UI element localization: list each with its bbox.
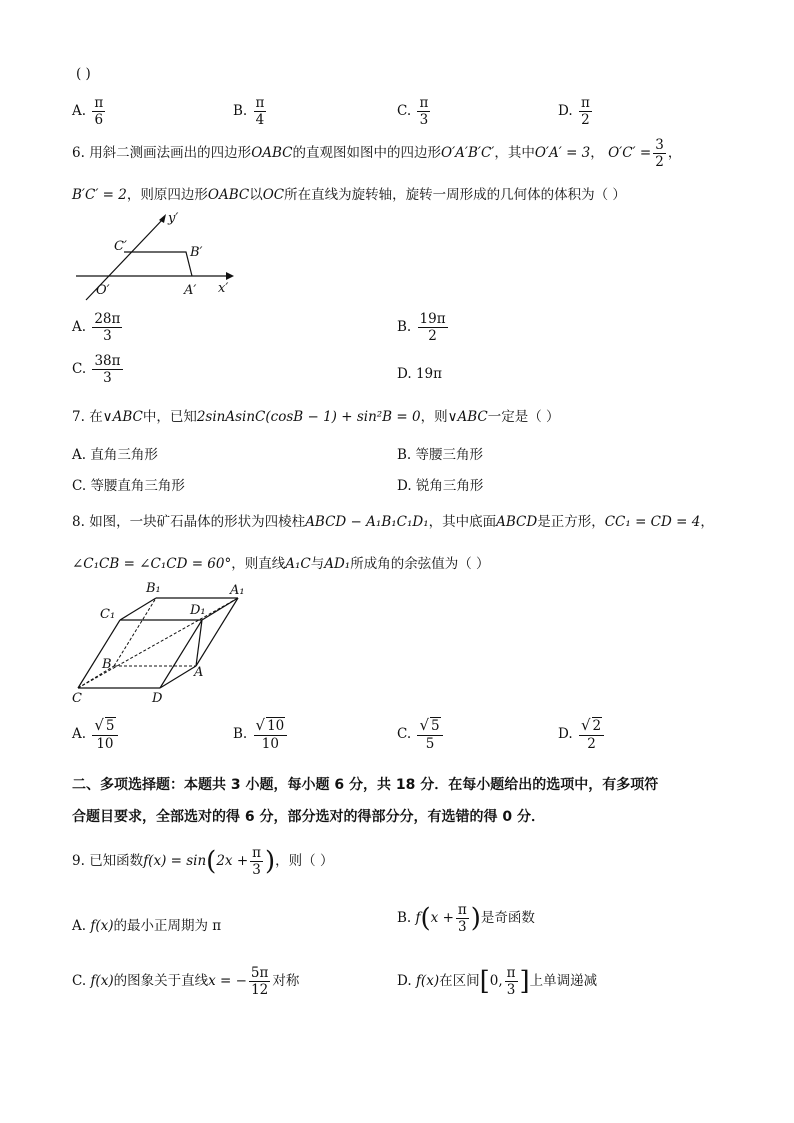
q7-option-c[interactable]: C. 等腰直角三角形 bbox=[72, 478, 185, 494]
q6-stem-line2: B′C′ = 2，则原四边形OABC以OC所在直线为旋转轴，旋转一周形成的几何体的体积为（ ） bbox=[72, 187, 626, 203]
option-letter: D. bbox=[558, 103, 573, 120]
q5-option-c[interactable] bbox=[397, 96, 432, 127]
q8-option-c[interactable]: C. $\frac{√ 5}{5}$ bbox=[397, 718, 445, 751]
q7-option-b[interactable]: B. 等腰三角形 bbox=[397, 447, 484, 463]
q9-option-a[interactable]: A. f(x)的最小正周期为 π bbox=[72, 918, 222, 934]
edge-c1b1 bbox=[120, 598, 156, 620]
q8-stem-line1: 8. 如图，一块矿石晶体的形状为四棱柱ABCD − A₁B₁C₁D₁，其中底面ABCD是正方形，CC₁ = CD = 4， bbox=[72, 514, 714, 530]
option-letter: C. bbox=[397, 103, 412, 120]
label-c: C bbox=[72, 691, 82, 706]
label-y: y′ bbox=[168, 211, 179, 226]
quad-edges bbox=[124, 252, 192, 276]
label-c1: C₁ bbox=[100, 607, 116, 622]
edge-cc1 bbox=[78, 620, 120, 688]
fraction: $\frac{\pi}{6}$ bbox=[94, 95, 104, 129]
label-a: A′ bbox=[184, 283, 197, 298]
q9-option-d[interactable]: D. f(x)在区间[0, $\frac{\pi}{3}$ ]上单调递减 bbox=[397, 965, 598, 999]
edge-da bbox=[160, 666, 196, 688]
q5-option-d[interactable] bbox=[558, 96, 594, 127]
q8-option-d[interactable]: D. $\frac{√ 2}{2}$ bbox=[558, 718, 606, 751]
q5-option-a[interactable] bbox=[72, 96, 107, 127]
label-a1: A₁ bbox=[230, 583, 245, 598]
q9-stem: 9. 已知函数f(x) = sin(2x + $\frac{\pi}{3}$ )，则（ ） bbox=[72, 845, 334, 879]
q6-option-d[interactable]: D. 19π bbox=[397, 366, 442, 382]
fraction: $\frac{\pi}{4}$ bbox=[255, 95, 265, 129]
q7-option-a[interactable]: A. 直角三角形 bbox=[72, 447, 158, 463]
label-x: x′ bbox=[218, 281, 229, 296]
x-axis-arrow bbox=[226, 272, 234, 280]
section2-heading-line1: 二、多项选择题：本题共 3 小题，每小题 6 分，共 18 分．在每小题给出的选项中，有多项符 bbox=[72, 777, 659, 793]
q5-option-b[interactable] bbox=[233, 96, 268, 127]
q8-prism-figure bbox=[68, 578, 258, 708]
q9-option-b[interactable]: B. f(x + $\frac{\pi}{3}$ )是奇函数 bbox=[397, 902, 535, 936]
q6-option-b[interactable]: B. $\frac{19\pi}{2}$ bbox=[397, 311, 446, 345]
q6-oblique-figure bbox=[68, 208, 238, 303]
q7-option-d[interactable]: D. 锐角三角形 bbox=[397, 478, 484, 494]
label-c: C′ bbox=[114, 239, 127, 254]
fraction: $\frac{\pi}{2}$ bbox=[580, 95, 590, 129]
option-letter: A. bbox=[72, 103, 87, 120]
label-b: B′ bbox=[190, 245, 203, 260]
q6-option-c[interactable]: C. $\frac{38\pi}{3}$ bbox=[72, 353, 121, 387]
q8-option-b[interactable]: B. $\frac{√ 10}{10}$ bbox=[233, 718, 289, 751]
segment-ad1 bbox=[196, 620, 202, 666]
q8-stem-line2: ∠C₁CB = ∠C₁CD = 60°，则直线A₁C与AD₁所成角的余弦值为（ ） bbox=[72, 556, 490, 572]
q5-bracket: ( ) bbox=[76, 66, 91, 82]
q6-stem-line1: 6. 用斜二测画法画出的四边形OABC的直观图如图中的四边形O′A′B′C′，其中O′A′ = 3， O′C′ = $\frac{3}{2}$ ， bbox=[72, 137, 682, 171]
label-a: A bbox=[194, 665, 204, 680]
label-b: B bbox=[102, 657, 112, 672]
option-letter: B. bbox=[233, 103, 248, 120]
q6-option-a[interactable]: A. $\frac{28\pi}{3}$ bbox=[72, 311, 121, 345]
q8-option-a[interactable]: A. $\frac{√ 5}{10}$ bbox=[72, 718, 120, 751]
q9-option-c[interactable]: C. f(x)的图象关于直线x = − $\frac{5\pi}{12}$ 对称 bbox=[72, 965, 300, 999]
q7-stem: 7. 在∨ABC中，已知2sinAsinC(cosB − 1) + sin²B = 0，则∨ABC一定是（ ） bbox=[72, 409, 560, 425]
label-d1: D₁ bbox=[190, 603, 206, 618]
label-b1: B₁ bbox=[146, 581, 161, 596]
fraction: $\frac{\pi}{3}$ bbox=[419, 95, 429, 129]
section2-heading-line2: 合题目要求，全部选对的得 6 分，部分选对的得部分分，有选错的得 0 分． bbox=[72, 809, 545, 825]
label-o: O′ bbox=[96, 283, 110, 298]
label-d: D bbox=[152, 691, 163, 706]
